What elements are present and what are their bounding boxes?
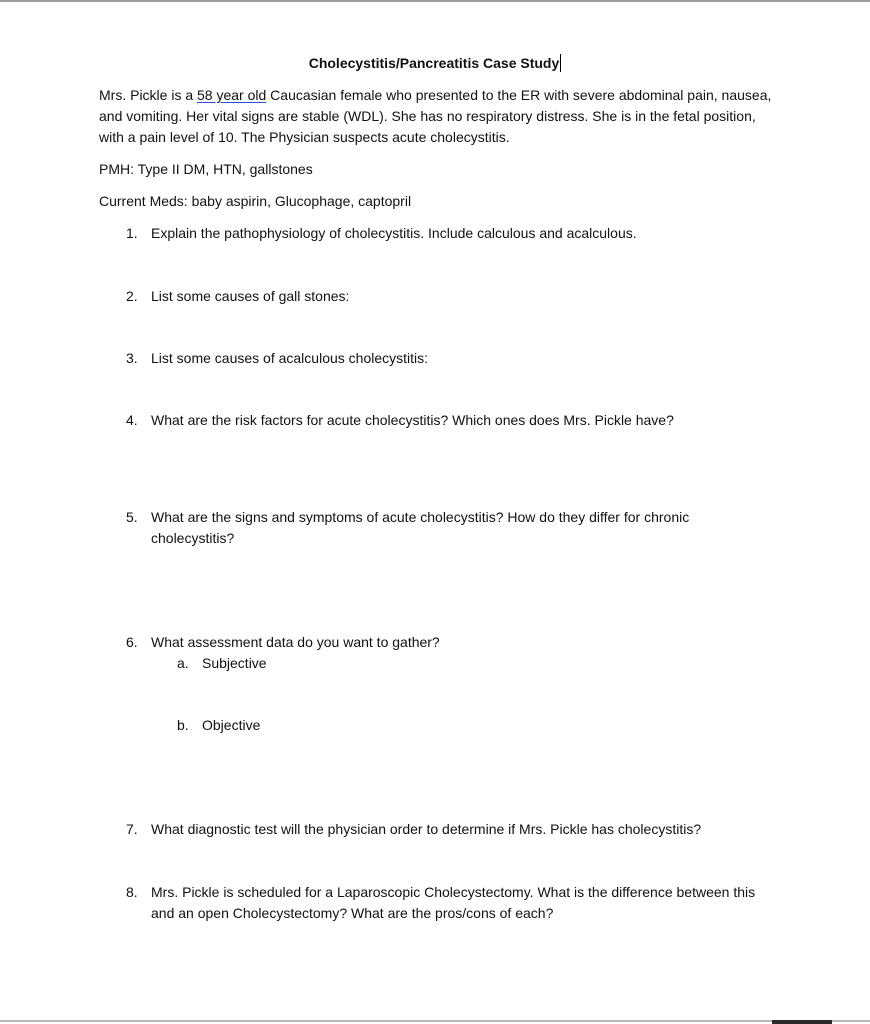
question-4-number: 4. bbox=[126, 412, 138, 428]
question-3 bbox=[126, 348, 766, 369]
subitem-a bbox=[177, 653, 267, 674]
question-3-number: 3. bbox=[126, 350, 138, 366]
question-8-text: Mrs. Pickle is scheduled for a Laparoscopic Cholecystectomy. What is the difference between this and an open Cholecystectomy? What are the pros/cons of each? bbox=[151, 884, 756, 921]
question-6-number: 6. bbox=[126, 634, 138, 650]
subitem-b bbox=[177, 715, 260, 736]
question-4-text: What are the risk factors for acute cholecystitis? Which ones does Mrs. Pickle have? bbox=[151, 412, 674, 428]
pmh-line: PMH: Type II DM, HTN, gallstones bbox=[99, 161, 313, 177]
question-5 bbox=[126, 507, 726, 549]
question-5-number: 5. bbox=[126, 509, 138, 525]
intro-text-after: Caucasian female who presented to the ER with severe abdominal pain, nausea, and vomiting. Her vital signs are stable (WDL). She has no respiratory distress. She is in the fetal position, with a pain level of 10. The Physician suspects acute cholecystitis. bbox=[99, 87, 772, 145]
question-7-text: What diagnostic test will the physician order to determine if Mrs. Pickle has cholecystitis? bbox=[151, 821, 702, 837]
text-cursor bbox=[560, 54, 561, 72]
question-6 bbox=[126, 632, 766, 653]
question-3-text: List some causes of acalculous cholecystitis: bbox=[151, 350, 429, 366]
question-4 bbox=[126, 410, 766, 431]
question-1-text: Explain the pathophysiology of cholecystitis. Include calculous and acalculous. bbox=[151, 225, 637, 241]
scrollbar-thumb[interactable] bbox=[772, 1020, 832, 1024]
question-6-text: What assessment data do you want to gather? bbox=[151, 634, 440, 650]
question-2-text: List some causes of gall stones: bbox=[151, 288, 350, 304]
subitem-b-label: b. bbox=[177, 717, 189, 733]
question-2-number: 2. bbox=[126, 288, 138, 304]
case-intro-paragraph bbox=[99, 85, 779, 148]
question-1 bbox=[126, 223, 766, 244]
question-2 bbox=[126, 286, 766, 307]
intro-text-before: Mrs. Pickle is a bbox=[99, 87, 198, 103]
question-7 bbox=[126, 819, 766, 840]
question-8-number: 8. bbox=[126, 884, 138, 900]
subitem-b-text: Objective bbox=[202, 717, 261, 733]
question-5-text: What are the signs and symptoms of acute cholecystitis? How do they differ for chronic cholecystitis? bbox=[151, 509, 690, 546]
question-7-number: 7. bbox=[126, 821, 138, 837]
age-underlined-text: 58 year old bbox=[197, 87, 267, 103]
title-text: Cholecystitis/Pancreatitis Case Study bbox=[308, 55, 560, 71]
subitem-a-text: Subjective bbox=[202, 655, 267, 671]
current-meds-line: Current Meds: baby aspirin, Glucophage, captopril bbox=[99, 193, 412, 209]
question-8 bbox=[126, 882, 766, 924]
document-title bbox=[0, 53, 870, 73]
question-1-number: 1. bbox=[126, 225, 138, 241]
subitem-a-label: a. bbox=[177, 655, 189, 671]
bottom-border bbox=[0, 1020, 870, 1022]
